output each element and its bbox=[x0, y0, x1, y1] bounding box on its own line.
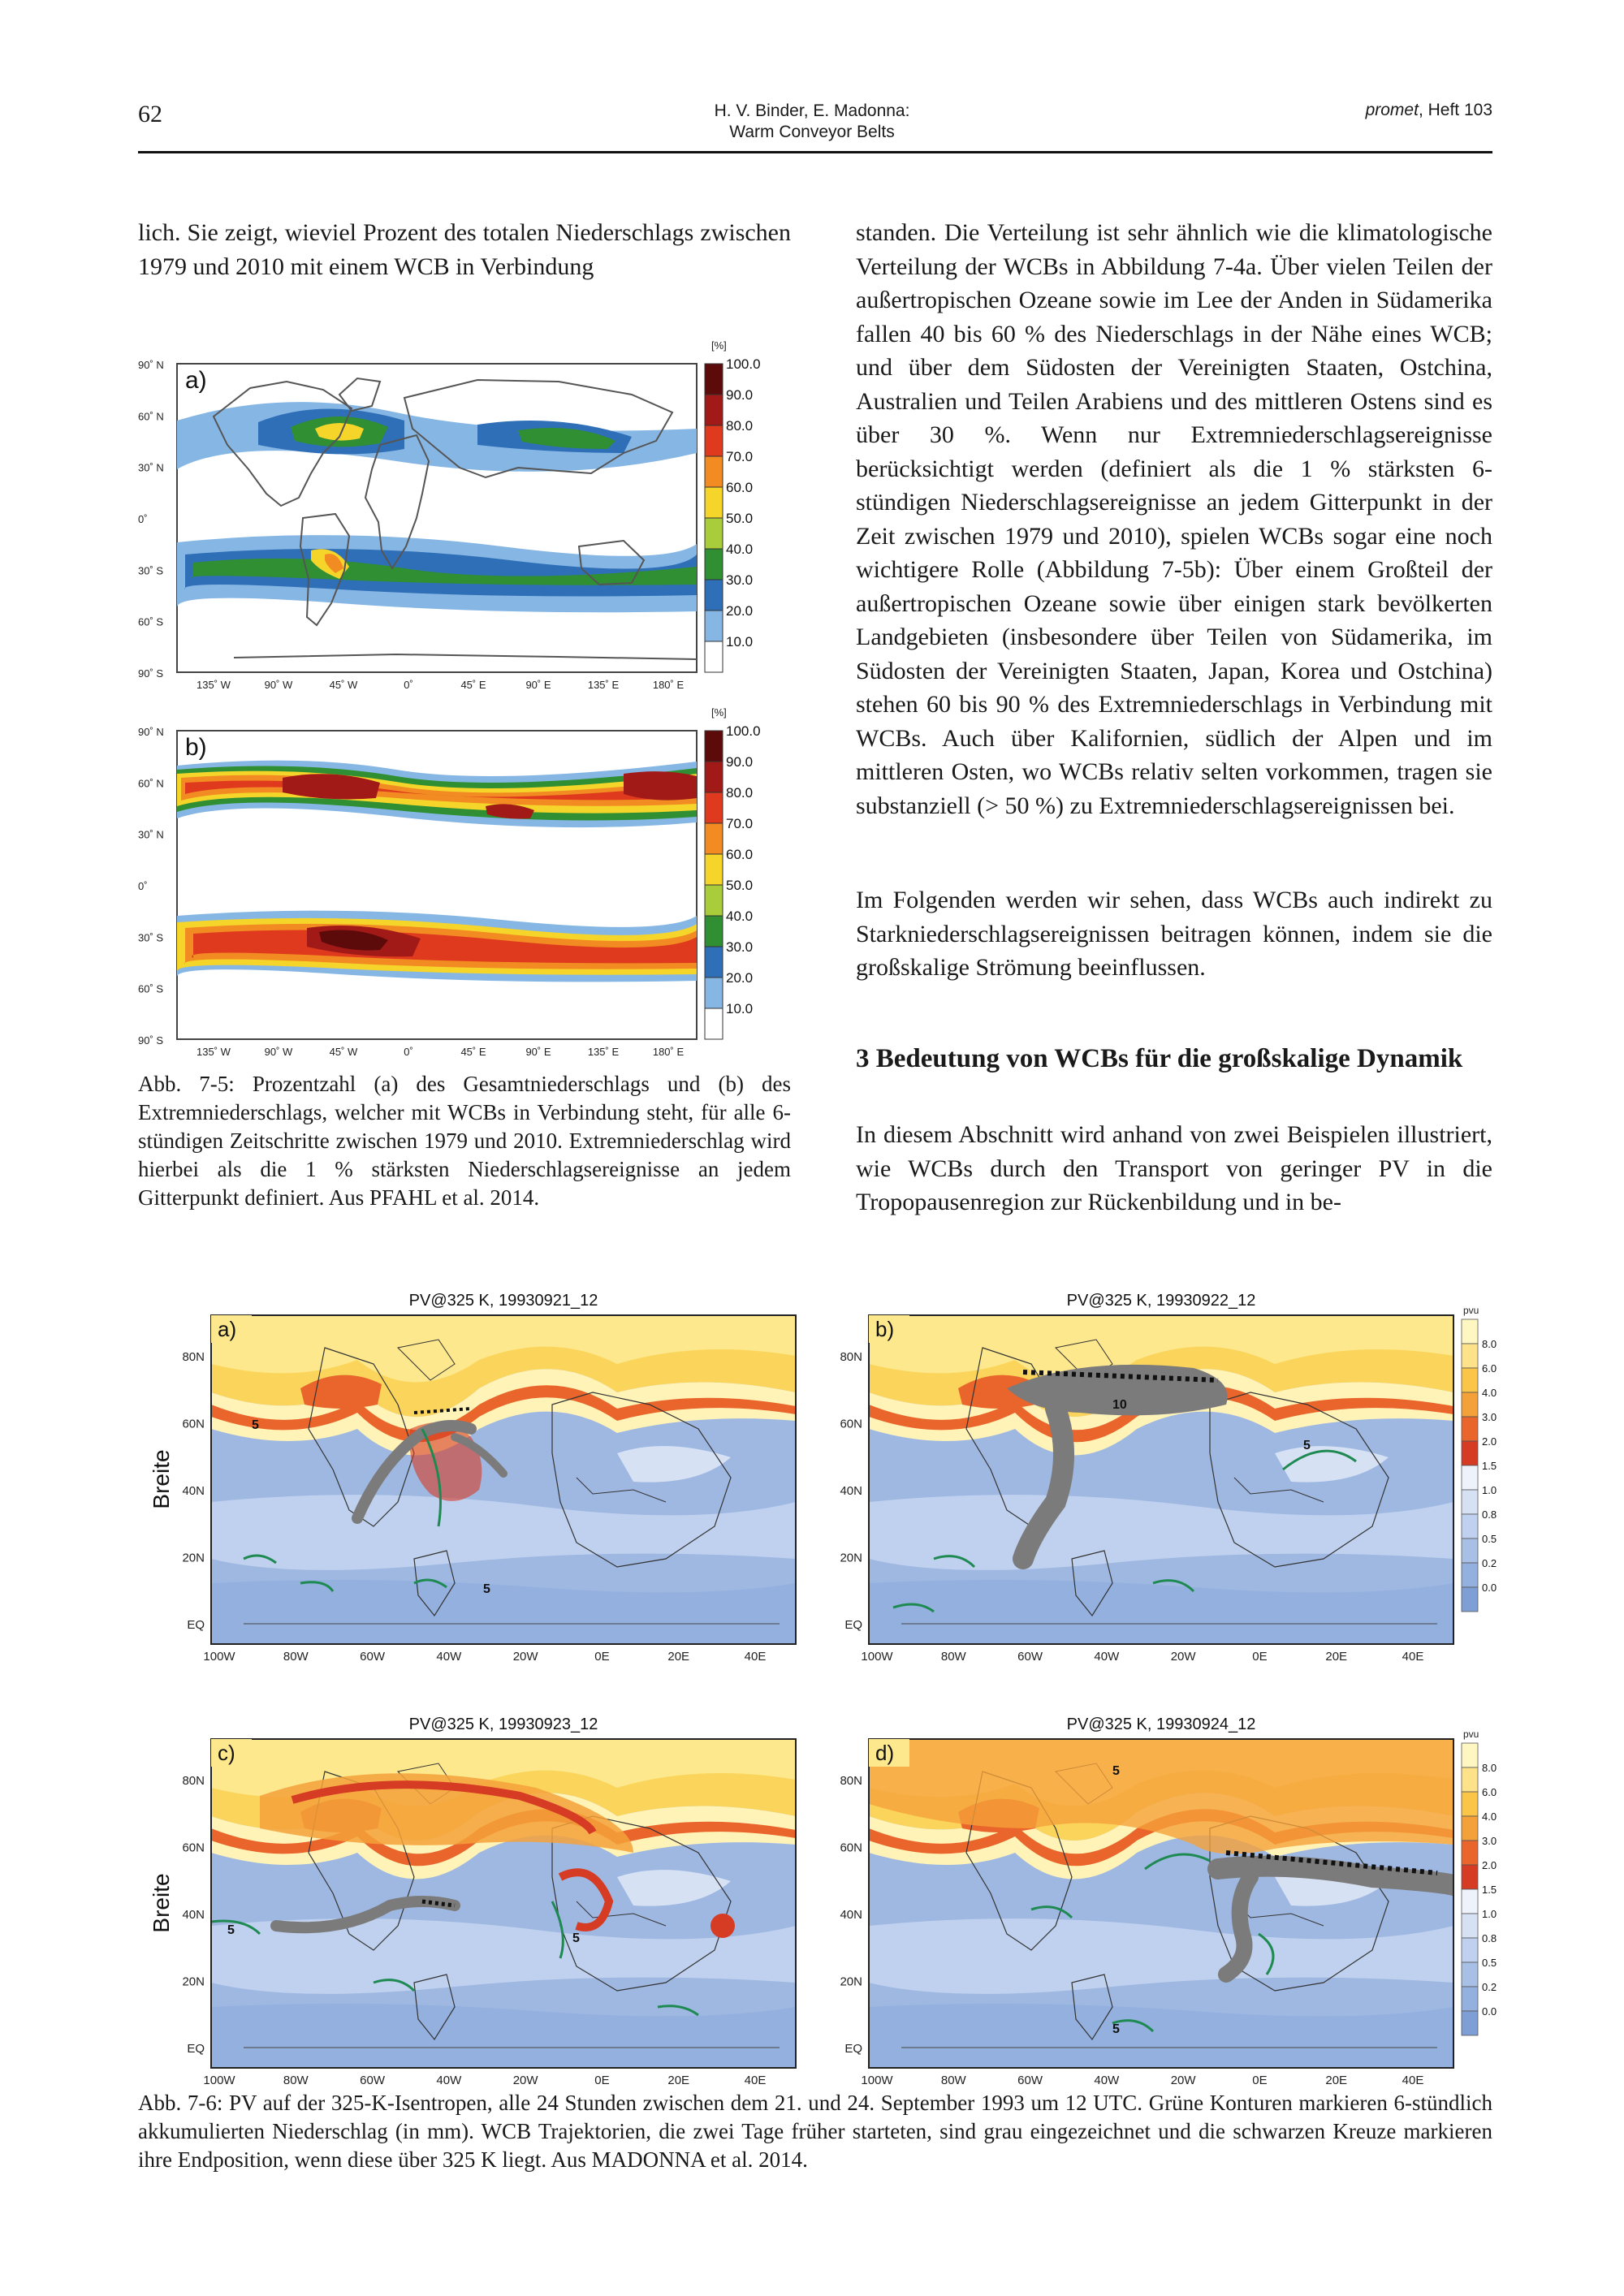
lat-tick-1-1: 60˚ N bbox=[138, 777, 164, 790]
figure-7-5 bbox=[136, 331, 810, 1062]
legend-value-b-6: 40.0 bbox=[726, 908, 754, 924]
lon-tick-1-5: 90˚ E bbox=[525, 1046, 551, 1058]
lon-tick-0-5: 90˚ E bbox=[525, 679, 551, 691]
pv-lat-tick-0-2: 40N bbox=[182, 1484, 205, 1498]
pv-lon-tick-0-3: 40W bbox=[436, 1650, 462, 1664]
pv-legend-swatch-top-11 bbox=[1462, 1587, 1478, 1612]
pv-legend-value-bottom-9: 0.2 bbox=[1482, 1981, 1497, 1993]
legend-swatch-a-5 bbox=[705, 518, 723, 549]
panel-7-6d-label: d) bbox=[875, 1741, 895, 1765]
panel-7-6d-title: PV@325 K, 19930924_12 bbox=[1066, 1716, 1256, 1733]
legend-swatch-b-1 bbox=[705, 762, 723, 792]
panel-7-6b-title: PV@325 K, 19930922_12 bbox=[1066, 1292, 1256, 1310]
pv-legend-swatch-bottom-0 bbox=[1462, 1743, 1478, 1767]
lon-tick-1-1: 90˚ W bbox=[264, 1046, 293, 1058]
pv-legend-value-top-1: 6.0 bbox=[1482, 1362, 1497, 1375]
figure-7-6-caption: Abb. 7-6: PV auf der 325-K-Isentropen, alle 24 Stunden zwischen dem 21. und 24. September 1993 um 12 UTC. Grüne Konturen markieren 6-stündlich akkumulierten Niederschlag (in mm). WCB Trajektorien, die zwei Tage früher starteten, sind grau eingezeichnet und die schwarzen Kreuze markieren ihre Endposition, wenn diese über 325 K liegt. Aus MADONNA et al. 2014. bbox=[138, 2091, 1492, 2172]
pv-legend-swatch-top-5 bbox=[1462, 1441, 1478, 1465]
legend-swatch-a-9 bbox=[705, 641, 723, 672]
lat-tick-1-6: 90˚ S bbox=[138, 1034, 164, 1047]
journal-name: promet bbox=[1365, 101, 1419, 119]
pv-lon-tick-3-1: 80W bbox=[940, 2074, 966, 2087]
pv-legend-swatch-bottom-4 bbox=[1462, 1841, 1478, 1865]
pv-legend-value-bottom-5: 1.5 bbox=[1482, 1884, 1497, 1896]
figure-7-6-panel-d bbox=[869, 1716, 1453, 2068]
pv-lon-tick-1-0: 100W bbox=[861, 1650, 893, 1664]
lat-tick-1-2: 30˚ N bbox=[138, 828, 164, 841]
panel-7-6d-contour-label-2: 5 bbox=[1112, 2022, 1120, 2036]
pv-legend-swatch-top-9 bbox=[1462, 1539, 1478, 1563]
running-header bbox=[568, 101, 1056, 143]
lat-tick-0-0: 90˚ N bbox=[138, 359, 164, 371]
panel-7-6a-label: a) bbox=[218, 1317, 237, 1341]
legend-value-b-0: 100.0 bbox=[726, 723, 761, 739]
panel-7-6b-contour-label: 5 bbox=[1303, 1439, 1311, 1452]
lon-tick-1-6: 135˚ E bbox=[587, 1046, 620, 1058]
pv-legend-value-bottom-1: 6.0 bbox=[1482, 1786, 1497, 1798]
lon-tick-1-7: 180˚ E bbox=[652, 1046, 685, 1058]
pv-legend-swatch-bottom-5 bbox=[1462, 1865, 1478, 1889]
pv-legend-value-top-2: 4.0 bbox=[1482, 1387, 1497, 1399]
legend-swatch-b-9 bbox=[705, 1008, 723, 1039]
pv-lon-tick-1-3: 40W bbox=[1094, 1650, 1120, 1664]
figure-7-5-panel-b bbox=[177, 706, 727, 1039]
legend-value-a-8: 20.0 bbox=[726, 603, 754, 619]
legend-swatch-b-5 bbox=[705, 885, 723, 916]
pv-legend-swatch-top-10 bbox=[1462, 1563, 1478, 1587]
lat-tick-0-6: 90˚ S bbox=[138, 667, 164, 680]
pv-legend-value-bottom-3: 3.0 bbox=[1482, 1835, 1497, 1847]
journal-reference bbox=[1218, 101, 1492, 120]
pv-lat-tick-0-1: 60N bbox=[182, 1417, 205, 1431]
pv-legend-swatch-top-6 bbox=[1462, 1465, 1478, 1490]
pv-legend-swatch-bottom-1 bbox=[1462, 1767, 1478, 1792]
lat-tick-0-5: 60˚ S bbox=[138, 615, 164, 628]
pv-lat-tick-2-3: 20N bbox=[182, 1974, 205, 1989]
pv-lon-tick-0-2: 60W bbox=[360, 1650, 385, 1664]
legend-value-a-9: 10.0 bbox=[726, 634, 754, 650]
legend-swatch-a-3 bbox=[705, 456, 723, 487]
legend-value-b-5: 50.0 bbox=[726, 878, 754, 893]
header-authors: H. V. Binder, E. Madonna: bbox=[714, 101, 910, 120]
pv-lon-tick-3-7: 40E bbox=[1402, 2074, 1424, 2087]
pv-legend-swatch-top-3 bbox=[1462, 1392, 1478, 1417]
pv-lon-tick-0-6: 20E bbox=[667, 1650, 690, 1664]
pv-legend-swatch-bottom-9 bbox=[1462, 1962, 1478, 1987]
figure-7-6-panel-c bbox=[211, 1716, 796, 2068]
figure-7-6-ylabel-bottom: Breite bbox=[149, 1873, 174, 1933]
pv-legend-value-top-5: 1.5 bbox=[1482, 1460, 1497, 1472]
figure-7-6-ylabel-top: Breite bbox=[149, 1449, 174, 1509]
pv-legend-value-bottom-4: 2.0 bbox=[1482, 1859, 1497, 1871]
pv-legend-value-top-4: 2.0 bbox=[1482, 1435, 1497, 1448]
pv-lon-tick-3-3: 40W bbox=[1094, 2074, 1120, 2087]
legend-value-b-2: 80.0 bbox=[726, 785, 754, 801]
pv-lat-tick-1-1: 60N bbox=[840, 1417, 862, 1431]
legend-value-a-5: 50.0 bbox=[726, 511, 754, 526]
legend-value-a-2: 80.0 bbox=[726, 418, 754, 434]
right-column-paragraph-3: In diesem Abschnitt wird anhand von zwei Beispielen illustriert, wie WCBs durch den Transport von geringer PV in die Tropopausenregion zur Rückenbildung und in be- bbox=[856, 1121, 1492, 1215]
pv-legend-value-top-8: 0.5 bbox=[1482, 1533, 1497, 1545]
panel-7-6d-contour-label: 5 bbox=[1112, 1764, 1120, 1778]
pv-lon-tick-1-7: 40E bbox=[1402, 1650, 1424, 1664]
pv-legend-swatch-top-8 bbox=[1462, 1514, 1478, 1539]
legend-value-b-9: 10.0 bbox=[726, 1001, 754, 1016]
pv-legend-value-bottom-10: 0.0 bbox=[1482, 2005, 1497, 2018]
page-number: 62 bbox=[138, 101, 162, 127]
pv-legend-value-top-6: 1.0 bbox=[1482, 1484, 1497, 1496]
pv-lon-tick-1-6: 20E bbox=[1325, 1650, 1348, 1664]
pv-lon-tick-3-4: 20W bbox=[1170, 2074, 1196, 2087]
pv-lon-tick-0-0: 100W bbox=[203, 1650, 235, 1664]
pv-legend-value-top-7: 0.8 bbox=[1482, 1508, 1497, 1521]
pv-lon-tick-3-2: 60W bbox=[1017, 2074, 1043, 2087]
lon-tick-0-4: 45˚ E bbox=[460, 679, 486, 691]
pv-legend-value-top-3: 3.0 bbox=[1482, 1411, 1497, 1423]
lon-tick-0-7: 180˚ E bbox=[652, 679, 685, 691]
pv-legend-swatch-top-7 bbox=[1462, 1490, 1478, 1514]
panel-7-6a-contour-label-2: 5 bbox=[483, 1582, 490, 1596]
legend-value-b-7: 30.0 bbox=[726, 939, 754, 955]
pv-lon-tick-1-1: 80W bbox=[940, 1650, 966, 1664]
pv-legend-swatch-bottom-2 bbox=[1462, 1792, 1478, 1816]
figure-7-6-panel-a bbox=[211, 1292, 796, 1644]
pv-lat-tick-2-0: 80N bbox=[182, 1774, 205, 1788]
legend-value-a-1: 90.0 bbox=[726, 387, 754, 403]
figure-7-5-panel-a bbox=[177, 339, 727, 672]
lon-tick-0-0: 135˚ W bbox=[197, 679, 231, 691]
pv-lon-tick-2-2: 60W bbox=[360, 2074, 385, 2087]
pv-legend-value-top-9: 0.2 bbox=[1482, 1557, 1497, 1569]
pv-lon-tick-1-4: 20W bbox=[1170, 1650, 1196, 1664]
pv-lon-tick-2-1: 80W bbox=[283, 2074, 309, 2087]
panel-7-6c-contour-label-2: 5 bbox=[572, 1931, 580, 1945]
legend-swatch-a-8 bbox=[705, 611, 723, 641]
pv-lon-tick-2-4: 20W bbox=[512, 2074, 538, 2087]
legend-swatch-b-6 bbox=[705, 916, 723, 947]
legend-value-b-4: 60.0 bbox=[726, 847, 754, 862]
pv-lat-tick-3-0: 80N bbox=[840, 1774, 862, 1788]
lat-tick-0-4: 30˚ S bbox=[138, 564, 164, 577]
legend-swatch-b-7 bbox=[705, 947, 723, 978]
lon-tick-0-3: 0˚ bbox=[404, 679, 413, 691]
pv-lon-tick-1-2: 60W bbox=[1017, 1650, 1043, 1664]
figure-7-5-legend-a bbox=[705, 356, 761, 672]
right-column-paragraph-1: standen. Die Verteilung ist sehr ähnlich wie die klimatologische Verteilung der WCBs in Abbildung 7-4a. Über vielen Teilen der außertropischen Ozeane sowie im Lee der Anden in Südamerika fallen 40 bis 60 % des Niederschlags in der Nähe eines WCB; und über dem Südosten der Vereinigten Staaten, Ostchina, Australien und Teilen Arabiens und des mittleren Ostens sind es über 30 %. Wenn nur Extremniederschlagsereignisse berücksichtigt werden (definiert als die 1 % stärksten 6-stündigen Niederschlagsereignisse an jedem Gitterpunkt in der Zeit zwischen 1979 und 2010), spielen WCBs sogar eine noch wichtigere Rolle (Abbildung 7-5b): Über einem Großteil der außertropischen Ozeane sowie über einigen stark bevölkerten Landgebieten (insbesondere über Teilen von Südamerika, im Südosten der Vereinigten Staaten, Japan, Korea und Ostchina) stehen 60 bis 90 % des Extremniederschlags in Verbindung mit WCBs. Auch über Kalifornien, südlich der Alpen und im mittleren Osten, wo WCBs relativ selten vorkommen, tragen sie substanziell (> 50 %) zu Extremniederschlagsereignissen bei. bbox=[856, 219, 1492, 819]
legend-swatch-a-0 bbox=[705, 364, 723, 395]
left-column-text: lich. Sie zeigt, wieviel Prozent des totalen Niederschlags zwischen 1979 und 2010 mit einem WCB in Verbindung bbox=[138, 219, 791, 280]
panel-a-label: a) bbox=[185, 367, 207, 394]
legend-value-b-8: 20.0 bbox=[726, 970, 754, 986]
section-heading: 3 Bedeutung von WCBs für die großskalige Dynamik bbox=[856, 1044, 1463, 1073]
legend-value-b-1: 90.0 bbox=[726, 754, 754, 770]
legend-swatch-a-7 bbox=[705, 580, 723, 611]
pv-legend-swatch-bottom-7 bbox=[1462, 1914, 1478, 1938]
panel-7-6c-contour-label: 5 bbox=[227, 1923, 235, 1937]
legend-value-b-3: 70.0 bbox=[726, 816, 754, 831]
legend-a-unit: [%] bbox=[711, 339, 727, 352]
pv-lon-tick-2-6: 20E bbox=[667, 2074, 690, 2087]
pv-lon-tick-2-0: 100W bbox=[203, 2074, 235, 2087]
pv-legend-value-top-10: 0.0 bbox=[1482, 1582, 1497, 1594]
pv-lon-tick-0-5: 0E bbox=[594, 1650, 610, 1664]
legend-swatch-a-2 bbox=[705, 425, 723, 456]
pv-lon-tick-3-6: 20E bbox=[1325, 2074, 1348, 2087]
figure-7-6-legend-bottom bbox=[1462, 1743, 1497, 2035]
figure-7-6-panel-b bbox=[869, 1292, 1453, 1644]
pv-legend-swatch-top-1 bbox=[1462, 1344, 1478, 1368]
legend-value-a-0: 100.0 bbox=[726, 356, 761, 372]
legend-swatch-a-1 bbox=[705, 395, 723, 425]
lat-tick-0-1: 60˚ N bbox=[138, 410, 164, 423]
lon-tick-1-3: 0˚ bbox=[404, 1046, 413, 1058]
pv-lon-tick-2-5: 0E bbox=[594, 2074, 610, 2087]
pv-legend-value-bottom-7: 0.8 bbox=[1482, 1932, 1497, 1944]
pv-lon-tick-0-7: 40E bbox=[744, 1650, 767, 1664]
legend-swatch-b-8 bbox=[705, 978, 723, 1008]
lon-tick-0-6: 135˚ E bbox=[587, 679, 620, 691]
pv-legend-swatch-bottom-10 bbox=[1462, 1987, 1478, 2011]
lat-tick-1-5: 60˚ S bbox=[138, 982, 164, 995]
pv-legend-swatch-top-0 bbox=[1462, 1319, 1478, 1344]
pv-lat-tick-2-2: 40N bbox=[182, 1908, 205, 1922]
pv-lat-tick-2-1: 60N bbox=[182, 1841, 205, 1855]
pv-lat-tick-2-4: EQ bbox=[187, 2042, 205, 2056]
lon-tick-0-2: 45˚ W bbox=[329, 679, 358, 691]
journal-issue: , Heft 103 bbox=[1418, 101, 1492, 119]
legend-value-a-6: 40.0 bbox=[726, 542, 754, 557]
pv-lon-tick-1-5: 0E bbox=[1252, 1650, 1268, 1664]
lat-tick-1-4: 30˚ S bbox=[138, 931, 164, 944]
pv-lat-tick-1-4: EQ bbox=[844, 1618, 862, 1632]
legend-value-a-4: 60.0 bbox=[726, 480, 754, 495]
pv-lat-tick-1-2: 40N bbox=[840, 1484, 862, 1498]
panel-7-6a-contour-label: 5 bbox=[252, 1418, 259, 1432]
pv-lat-tick-1-0: 80N bbox=[840, 1350, 862, 1364]
pv-lon-tick-2-3: 40W bbox=[436, 2074, 462, 2087]
figure-7-5-legend-b bbox=[705, 723, 761, 1039]
pv-legend-swatch-top-4 bbox=[1462, 1417, 1478, 1441]
lon-tick-1-2: 45˚ W bbox=[329, 1046, 358, 1058]
pv-legend-value-top-0: 8.0 bbox=[1482, 1338, 1497, 1350]
legend-swatch-b-4 bbox=[705, 854, 723, 885]
legend-7-6-bottom-unit: pvu bbox=[1463, 1728, 1479, 1740]
legend-swatch-a-4 bbox=[705, 487, 723, 518]
panel-7-6a-title: PV@325 K, 19930921_12 bbox=[408, 1292, 598, 1310]
pv-lat-tick-3-3: 20N bbox=[840, 1974, 862, 1989]
legend-swatch-b-0 bbox=[705, 731, 723, 762]
panel-7-6c-title: PV@325 K, 19930923_12 bbox=[408, 1716, 598, 1733]
lon-tick-0-1: 90˚ W bbox=[264, 679, 293, 691]
pv-legend-swatch-bottom-6 bbox=[1462, 1889, 1478, 1914]
pv-legend-swatch-top-2 bbox=[1462, 1368, 1478, 1392]
pv-lat-tick-0-0: 80N bbox=[182, 1350, 205, 1364]
pv-legend-swatch-bottom-8 bbox=[1462, 1938, 1478, 1962]
right-column-paragraph-2: Im Folgenden werden wir sehen, dass WCBs auch indirekt zu Starkniederschlagsereignissen beitragen können, indem sie die großskalige Strömung beeinflussen. bbox=[856, 887, 1492, 981]
legend-swatch-a-6 bbox=[705, 549, 723, 580]
legend-value-a-7: 30.0 bbox=[726, 572, 754, 588]
lon-tick-1-0: 135˚ W bbox=[197, 1046, 231, 1058]
panel-7-6b-label: b) bbox=[875, 1317, 895, 1341]
legend-b-unit: [%] bbox=[711, 706, 727, 719]
legend-swatch-b-3 bbox=[705, 823, 723, 854]
pv-legend-value-bottom-8: 0.5 bbox=[1482, 1957, 1497, 1969]
legend-7-6-top-unit: pvu bbox=[1463, 1305, 1479, 1316]
pv-lon-tick-0-1: 80W bbox=[283, 1650, 309, 1664]
pv-lat-tick-0-3: 20N bbox=[182, 1551, 205, 1565]
header-rule bbox=[138, 151, 1492, 153]
panel-7-6b-cluster-label: 10 bbox=[1112, 1398, 1127, 1412]
lat-tick-0-3: 0˚ bbox=[138, 513, 148, 525]
pv-lon-tick-2-7: 40E bbox=[744, 2074, 767, 2087]
legend-value-a-3: 70.0 bbox=[726, 449, 754, 464]
lat-tick-1-3: 0˚ bbox=[138, 880, 148, 892]
pv-lat-tick-3-1: 60N bbox=[840, 1841, 862, 1855]
lat-tick-0-2: 30˚ N bbox=[138, 461, 164, 474]
figure-7-5-caption: Abb. 7-5: Prozentzahl (a) des Gesamtniederschlags und (b) des Extremniederschlags, welcher mit WCBs in Verbindung steht, für alle 6-stündigen Zeitschritte zwischen 1979 und 2010. Extremniederschlag wird hierbei als die 1 % stärksten Niederschlagsereignisse an jedem Gitterpunkt definiert. Aus PFAHL et al. 2014. bbox=[138, 1072, 791, 1210]
figure-7-6-legend-top bbox=[1462, 1319, 1497, 1612]
pv-lon-tick-0-4: 20W bbox=[512, 1650, 538, 1664]
pv-legend-swatch-bottom-3 bbox=[1462, 1816, 1478, 1841]
panel-7-6c-label: c) bbox=[218, 1741, 235, 1765]
pv-lat-tick-3-4: EQ bbox=[844, 2042, 862, 2056]
pv-lon-tick-3-5: 0E bbox=[1252, 2074, 1268, 2087]
pv-lat-tick-0-4: EQ bbox=[187, 1618, 205, 1632]
pv-legend-value-bottom-2: 4.0 bbox=[1482, 1810, 1497, 1823]
pv-lat-tick-1-3: 20N bbox=[840, 1551, 862, 1565]
lon-tick-1-4: 45˚ E bbox=[460, 1046, 486, 1058]
pv-legend-value-bottom-0: 8.0 bbox=[1482, 1762, 1497, 1774]
legend-swatch-b-2 bbox=[705, 792, 723, 823]
panel-b-label: b) bbox=[185, 734, 207, 761]
pv-legend-value-bottom-6: 1.0 bbox=[1482, 1908, 1497, 1920]
pv-lon-tick-3-0: 100W bbox=[861, 2074, 893, 2087]
pv-lat-tick-3-2: 40N bbox=[840, 1908, 862, 1922]
pv-legend-swatch-bottom-11 bbox=[1462, 2011, 1478, 2035]
figure-7-6 bbox=[138, 1275, 1497, 2087]
header-subtitle: Warm Conveyor Belts bbox=[729, 123, 895, 141]
lat-tick-1-0: 90˚ N bbox=[138, 726, 164, 738]
